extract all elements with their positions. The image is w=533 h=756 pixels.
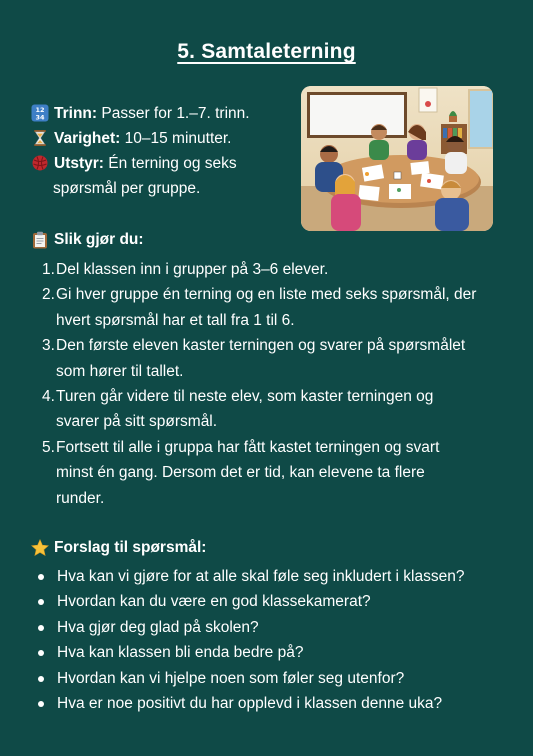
step-text-line: som hører til tallet.: [56, 362, 184, 380]
meta-grade: [31, 101, 293, 126]
svg-text:12: 12: [35, 106, 45, 114]
step-text: [56, 333, 511, 384]
meta-equipment-value: Én terning og seks: [108, 155, 237, 172]
step-item: [31, 384, 511, 435]
step-text-line: Gi hver gruppe én terning og en liste med seks spørsmål, der: [56, 286, 477, 304]
step-text-line: hvert spørsmål har et tall fra 1 til 6.: [56, 311, 295, 329]
step-item: [31, 257, 511, 282]
meta-grade-value: Passer for 1.–7. trinn.: [101, 105, 250, 122]
page-title: 5. Samtaleterning: [177, 40, 356, 63]
step-text: [56, 257, 511, 282]
step-number: 1.: [42, 261, 55, 278]
suggestion-text: Hva gjør deg glad på skolen?: [57, 618, 259, 636]
suggestion-text: Hva er noe positivt du har opplevd i klassen denne uka?: [57, 695, 443, 713]
suggestion-item: [31, 666, 511, 691]
meta-grade-label: Trinn:: [54, 105, 98, 122]
step-text-line: Fortsett til alle i gruppa har fått kastet terningen og svart: [56, 438, 440, 456]
step-text-line: runder.: [56, 489, 105, 507]
howto-steps: [31, 257, 511, 511]
step-item: [31, 333, 511, 384]
meta-duration: [31, 126, 293, 151]
suggestion-text: Hvordan kan du være en god klassekamerat?: [57, 593, 371, 611]
meta-duration-value: 10–15 minutter.: [124, 130, 232, 147]
meta-equipment: [31, 151, 293, 176]
step-text-line: Den første eleven kaster terningen og svarer på spørsmålet: [56, 337, 466, 355]
howto-heading-row: [31, 231, 144, 249]
bullet-dot: [38, 574, 44, 580]
bullet-dot: [38, 650, 44, 656]
meta-equipment-cont: [31, 176, 293, 201]
suggestion-item: [31, 615, 511, 640]
yarn-icon: [31, 154, 49, 172]
bullet-dot: [38, 625, 44, 631]
meta-duration-label: Varighet:: [54, 130, 121, 147]
step-number: 4.: [42, 388, 55, 406]
classroom-illustration-svg: [301, 86, 493, 231]
bullet-dot: [38, 599, 44, 605]
meta-equipment-value2: spørsmål per gruppe.: [53, 180, 201, 197]
step-text: [56, 384, 511, 435]
suggestion-item: [31, 589, 511, 614]
step-text-line: Turen går videre til neste elev, som kaster terningen og: [56, 388, 434, 406]
bullet-dot: [38, 701, 44, 707]
step-number: 2.: [42, 286, 55, 304]
howto-heading: Slik gjør du:: [54, 231, 144, 248]
step-text: [56, 435, 511, 511]
svg-text:34: 34: [35, 113, 45, 122]
step-text-line: Del klassen inn i grupper på 3–6 elever.: [56, 261, 329, 278]
step-item: [31, 435, 511, 511]
meta-equipment-label: Utstyr:: [54, 155, 104, 172]
suggestions-heading: Forslag til spørsmål:: [54, 539, 207, 556]
activity-meta: [31, 101, 293, 201]
suggestion-text: Hva kan klassen bli enda bedre på?: [57, 644, 304, 662]
step-number: 3.: [42, 337, 55, 355]
step-number: 5.: [42, 438, 55, 456]
numbers-icon: [31, 104, 49, 122]
bullet-dot: [38, 676, 44, 682]
star-icon: [31, 539, 49, 557]
suggestion-item: [31, 564, 511, 589]
step-text: [56, 282, 511, 333]
step-text-line: svarer på sitt spørsmål.: [56, 413, 218, 431]
step-text-line: minst én gang. Dersom det er tid, kan elevene ta flere: [56, 464, 425, 482]
classroom-illustration: [301, 86, 493, 231]
step-item: [31, 282, 511, 333]
suggestion-text: Hvordan kan vi hjelpe noen som føler seg utenfor?: [57, 669, 405, 687]
suggestions-heading-row: [31, 539, 206, 557]
clipboard-icon: [31, 231, 49, 249]
suggestions-list: [31, 564, 511, 716]
suggestion-item: [31, 640, 511, 665]
suggestion-item: [31, 691, 511, 716]
suggestion-text: Hva kan vi gjøre for at alle skal føle seg inkludert i klassen?: [57, 568, 465, 585]
hourglass-icon: [31, 129, 49, 147]
